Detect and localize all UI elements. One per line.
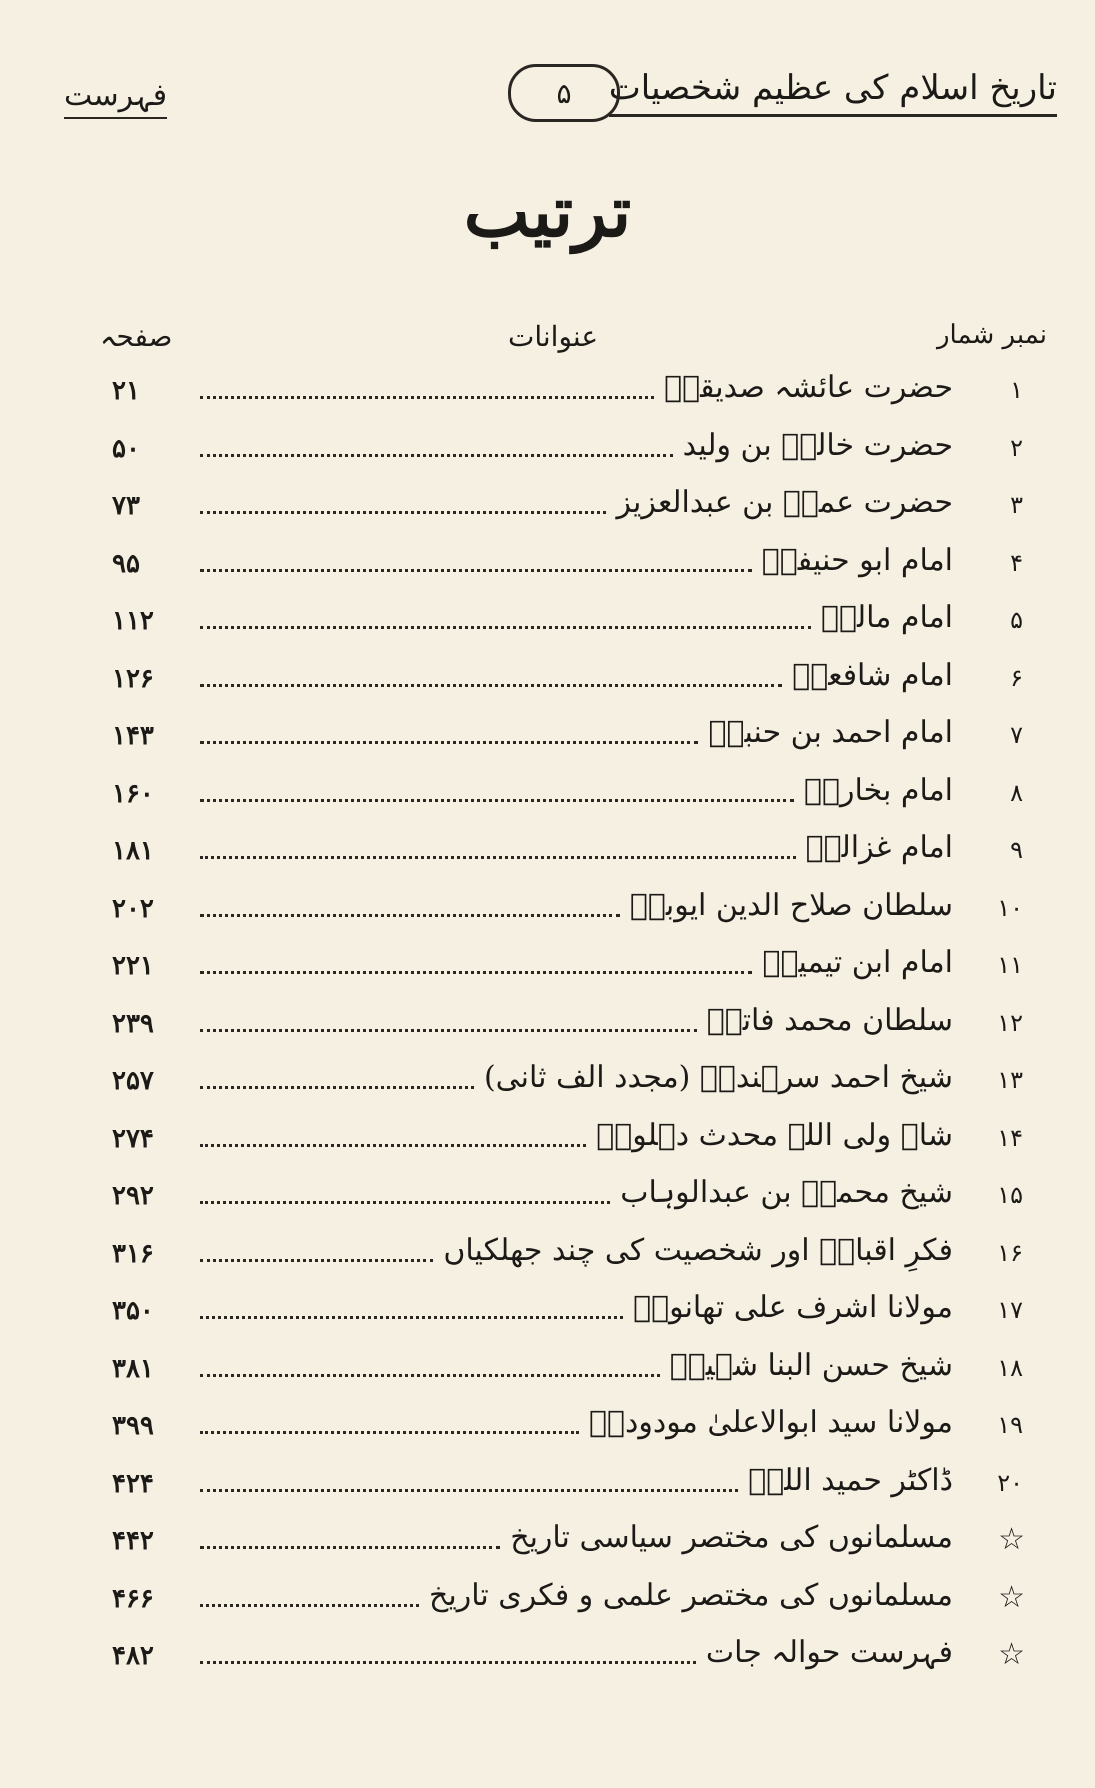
dot-leader xyxy=(200,454,673,457)
dot-leader xyxy=(200,1604,419,1607)
toc-row xyxy=(0,1348,1095,1406)
toc-row xyxy=(0,1520,1095,1578)
toc-serial-number: ۲ xyxy=(1010,433,1023,462)
toc-entry-title: مسلمانوں کی مختصر سیاسی تاریخ xyxy=(510,1520,953,1555)
toc-row xyxy=(0,1290,1095,1348)
toc-entry-title: حضرت خالدؓ بن ولید xyxy=(682,427,953,463)
toc-row xyxy=(0,1175,1095,1233)
toc-page-number: ۹۵ xyxy=(112,548,140,579)
page-number: ۵ xyxy=(556,76,572,110)
dot-leader xyxy=(200,396,654,399)
toc-page-number: ۴۲۴ xyxy=(112,1468,154,1499)
dot-leader xyxy=(200,1374,660,1377)
toc-entry-title: شیخ احمد سرہندیؒ (مجدد الف ثانی) xyxy=(483,1060,953,1095)
toc-serial-number: ۷ xyxy=(1010,721,1023,749)
serial-column-header: نمبر شمار xyxy=(936,320,1047,350)
toc-serial-number: ۳ xyxy=(1010,491,1023,519)
toc-entry-title: امام غزالیؒ xyxy=(805,830,953,865)
toc-entry-title: امام ابن تیمیہؒ xyxy=(762,945,953,980)
toc-page-number: ۱۱۲ xyxy=(112,606,154,636)
toc-row xyxy=(0,945,1095,1003)
page-header xyxy=(0,0,1095,140)
toc-entry-title: امام شافعیؒ xyxy=(792,657,953,693)
toc-row xyxy=(0,485,1095,543)
toc-serial-number: ۱۰ xyxy=(997,893,1023,922)
toc-row xyxy=(0,543,1095,601)
toc-serial-number: ۱۹ xyxy=(997,1411,1023,1439)
toc-row xyxy=(0,1060,1095,1118)
dot-leader xyxy=(200,1316,623,1319)
toc-entry-title: حضرت عائشہ صدیقہؓ xyxy=(664,370,953,405)
dot-leader xyxy=(200,799,794,802)
dot-leader xyxy=(200,741,698,744)
toc-row xyxy=(0,888,1095,946)
toc-row xyxy=(0,1118,1095,1176)
dot-leader xyxy=(200,1259,433,1262)
page-column-header: صفحہ xyxy=(100,320,173,353)
toc-row xyxy=(0,600,1095,658)
page-number-badge xyxy=(508,64,620,122)
dot-leader xyxy=(200,1489,738,1492)
toc-entry-title: شاہ ولی اللہ محدث دہلویؒ xyxy=(596,1117,953,1153)
toc-entry-title: امام بخاریؒ xyxy=(803,772,953,808)
toc-serial-number: ۱۲ xyxy=(997,1008,1023,1037)
star-icon: ☆ xyxy=(998,1637,1025,1672)
toc-row xyxy=(0,830,1095,888)
toc-page-number: ۲۳۹ xyxy=(112,1008,154,1039)
toc-page-number: ۲۰۲ xyxy=(112,893,154,924)
dot-leader xyxy=(200,1029,697,1032)
toc-page-number: ۲۵۷ xyxy=(112,1066,154,1096)
toc-page-number: ۳۹۹ xyxy=(112,1411,154,1441)
toc-serial-number: ۵ xyxy=(1010,606,1023,634)
toc-page-number: ۳۸۱ xyxy=(112,1353,154,1384)
dot-leader xyxy=(200,1201,610,1204)
dot-leader xyxy=(200,511,606,514)
dot-leader xyxy=(200,1661,696,1664)
toc-page-number: ۴۴۲ xyxy=(112,1526,154,1556)
toc-row xyxy=(0,370,1095,428)
toc-entry-title: فکرِ اقبالؒ اور شخصیت کی چند جھلکیاں xyxy=(443,1232,953,1268)
toc-serial-number: ۱۷ xyxy=(997,1296,1023,1324)
toc-serial-number: ۱۵ xyxy=(997,1181,1023,1209)
toc-entry-title: امام مالکؒ xyxy=(820,600,953,635)
topics-column-header: عنوانات xyxy=(508,320,599,353)
dot-leader xyxy=(200,684,782,687)
dot-leader xyxy=(200,1431,579,1434)
toc-page-number: ۲۹۲ xyxy=(112,1181,154,1211)
toc-entry-title: فہرست حوالہ جات xyxy=(705,1635,953,1670)
toc-page-number: ۴۸۲ xyxy=(112,1641,154,1671)
toc-serial-number: ۱۳ xyxy=(997,1066,1023,1094)
toc-serial-number: ۱۴ xyxy=(997,1123,1023,1152)
toc-page-number: ۳۱۶ xyxy=(112,1238,154,1269)
dot-leader xyxy=(200,1144,586,1147)
toc-serial-number: ۱۶ xyxy=(997,1238,1023,1267)
toc-row xyxy=(0,658,1095,716)
toc-page-number: ۳۵۰ xyxy=(112,1296,154,1326)
page-title: ترتیب xyxy=(463,170,632,253)
toc-row xyxy=(0,1233,1095,1291)
toc-serial-number: ۲۰ xyxy=(997,1468,1023,1497)
dot-leader xyxy=(200,626,811,629)
toc-page-number: ۵۰ xyxy=(112,433,140,464)
toc-serial-number: ۱۸ xyxy=(997,1353,1023,1382)
toc-entry-title: مولانا اشرف علی تھانویؒ xyxy=(633,1290,953,1325)
toc-page-number: ۲۷۴ xyxy=(112,1123,154,1154)
toc-page-number: ۴۶۶ xyxy=(112,1583,154,1614)
toc-row xyxy=(0,773,1095,831)
toc-serial-number: ۱۱ xyxy=(997,951,1023,979)
toc-entry-title: حضرت عمرؒ بن عبدالعزیز xyxy=(616,485,953,520)
toc-page-number: ۱۴۳ xyxy=(112,721,154,751)
toc-serial-number: ۹ xyxy=(1010,836,1023,864)
toc-row xyxy=(0,1463,1095,1521)
toc-entry-title: امام احمد بن حنبلؒ xyxy=(708,715,953,750)
dot-leader xyxy=(200,569,752,572)
toc-page-number: ۱۶۰ xyxy=(112,778,154,809)
toc-serial-number: ۱ xyxy=(1010,376,1023,404)
toc-row xyxy=(0,428,1095,486)
dot-leader xyxy=(200,971,752,974)
dot-leader xyxy=(200,1086,474,1089)
toc-entry-title: مسلمانوں کی مختصر علمی و فکری تاریخ xyxy=(429,1577,953,1613)
toc-row xyxy=(0,1405,1095,1463)
toc-row xyxy=(0,1578,1095,1636)
toc-page-number: ۲۱ xyxy=(112,376,140,406)
toc-row xyxy=(0,1635,1095,1693)
star-icon: ☆ xyxy=(998,1579,1025,1615)
book-title: تاریخ اسلام کی عظیم شخصیات xyxy=(609,68,1057,117)
dot-leader xyxy=(200,914,620,917)
dot-leader xyxy=(200,856,796,859)
section-label: فہرست xyxy=(64,78,167,119)
toc-entry-title: ڈاکٹر حمید اللہؒ xyxy=(748,1462,953,1498)
toc-page-number: ۱۲۶ xyxy=(112,663,154,694)
star-icon: ☆ xyxy=(998,1522,1025,1557)
toc-entry-title: شیخ حسن البنا شہیدؒ xyxy=(669,1347,953,1383)
toc-entry-title: امام ابو حنیفہؒ xyxy=(761,542,953,578)
toc-entry-title: سلطان محمد فاتحؒ xyxy=(706,1002,953,1038)
toc-row xyxy=(0,715,1095,773)
toc-entry-title: مولانا سید ابوالاعلیٰ مودودیؒ xyxy=(589,1405,953,1440)
toc-serial-number: ۸ xyxy=(1010,778,1023,807)
toc-serial-number: ۶ xyxy=(1010,663,1023,692)
toc-row xyxy=(0,1003,1095,1061)
toc-page-number: ۱۸۱ xyxy=(112,836,154,866)
toc-page-number: ۲۲۱ xyxy=(112,951,154,981)
toc-serial-number: ۴ xyxy=(1010,548,1023,577)
column-headers xyxy=(0,320,1095,370)
toc-entry-title: سلطان صلاح الدین ایوبیؒ xyxy=(629,887,953,923)
toc-entry-title: شیخ محمدؒ بن عبدالوہاب xyxy=(620,1175,953,1210)
dot-leader xyxy=(200,1546,500,1549)
toc-page-number: ۷۳ xyxy=(112,491,140,521)
